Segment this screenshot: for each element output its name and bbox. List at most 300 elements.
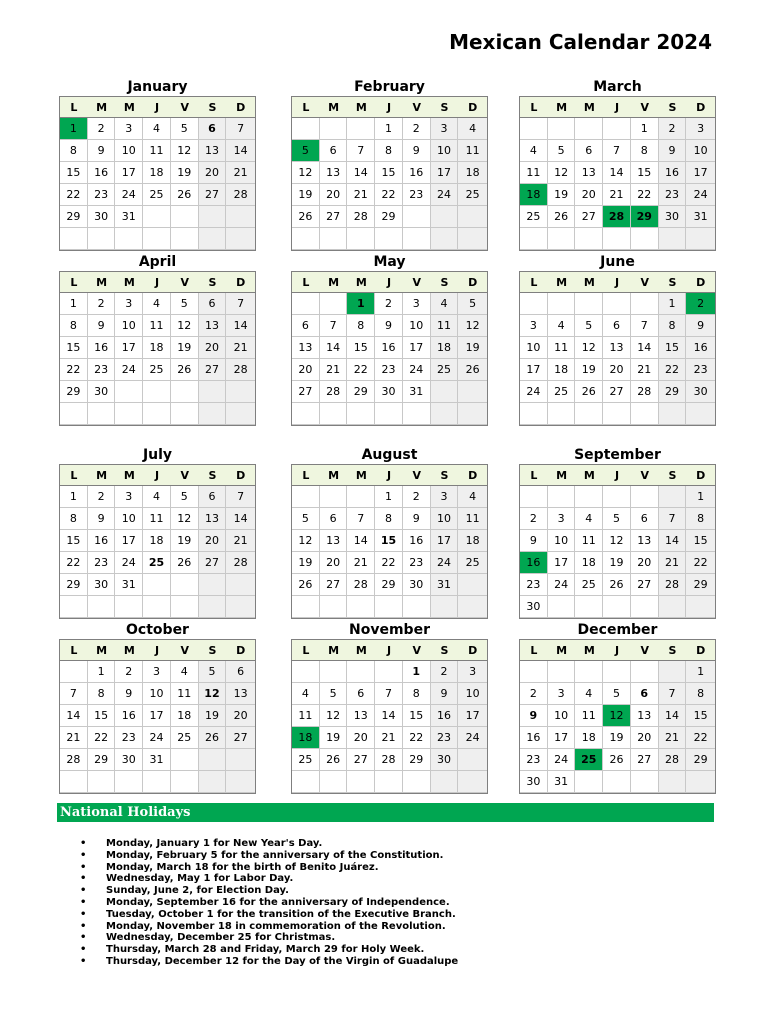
day-cell: 9 (403, 508, 431, 530)
day-cell: 19 (292, 552, 320, 574)
day-cell: 28 (320, 381, 348, 403)
day-cell: 29 (686, 749, 715, 771)
empty-day-cell (226, 596, 255, 618)
day-cell: 12 (292, 530, 320, 552)
day-cell: 13 (603, 337, 631, 359)
day-cell: 2 (403, 118, 431, 140)
week-row (520, 228, 715, 250)
day-cell: 19 (171, 337, 199, 359)
day-cell: 4 (292, 683, 320, 705)
week-row (520, 530, 715, 552)
week-row (520, 293, 715, 315)
day-cell: 25 (431, 359, 459, 381)
day-cell: 23 (88, 184, 116, 206)
day-cell: 3 (115, 118, 143, 140)
day-cell: 21 (631, 359, 659, 381)
day-cell: 11 (171, 683, 199, 705)
day-cell: 11 (292, 705, 320, 727)
weekday-header: V (180, 643, 189, 657)
week-row (292, 206, 487, 228)
day-cell: 30 (88, 574, 116, 596)
day-cell: 20 (631, 727, 659, 749)
day-cell: 5 (575, 315, 603, 337)
day-cell: 1 (375, 118, 403, 140)
weekday-header: L (530, 100, 538, 114)
day-cell: 17 (143, 705, 171, 727)
month-february (291, 78, 488, 251)
day-cell: 24 (431, 184, 459, 206)
day-cell: 11 (458, 140, 487, 162)
day-cell: 13 (199, 140, 227, 162)
weekday-header: V (412, 100, 421, 114)
day-cell: 8 (60, 315, 88, 337)
weekday-header: J (614, 468, 620, 482)
weekday-header: D (236, 643, 246, 657)
empty-day-cell (115, 403, 143, 425)
day-cell: 19 (292, 184, 320, 206)
day-cell: 8 (60, 140, 88, 162)
holiday-item: • Thursday, December 12 for the Day of the Virgin of Guadalupe (80, 956, 458, 968)
day-cell: 3 (431, 118, 459, 140)
week-row (292, 140, 487, 162)
week-row (60, 596, 255, 618)
day-cell: 14 (347, 162, 375, 184)
day-cell: 20 (199, 162, 227, 184)
day-cell: 12 (548, 162, 576, 184)
day-cell: 3 (686, 118, 715, 140)
day-cell: 1 (60, 293, 88, 315)
day-cell: 12 (320, 705, 348, 727)
day-cell: 6 (292, 315, 320, 337)
empty-day-cell (171, 749, 199, 771)
weekday-header: M (123, 468, 135, 482)
weekday-header: M (583, 643, 595, 657)
weekday-header: L (302, 275, 310, 289)
day-cell: 19 (575, 359, 603, 381)
day-cell: 9 (520, 705, 548, 727)
day-cell: 14 (659, 705, 687, 727)
holiday-day-cell: 18 (520, 184, 548, 206)
day-cell: 27 (347, 749, 375, 771)
weekday-header: V (412, 468, 421, 482)
week-row (292, 359, 487, 381)
day-cell: 30 (431, 749, 459, 771)
empty-day-cell (143, 381, 171, 403)
day-cell: 23 (403, 552, 431, 574)
day-cell: 2 (520, 683, 548, 705)
empty-day-cell (631, 403, 659, 425)
day-cell: 25 (520, 206, 548, 228)
holiday-item: • Monday, January 1 for New Year's Day. (80, 838, 458, 850)
week-row (292, 337, 487, 359)
empty-day-cell (603, 661, 631, 683)
week-row (520, 727, 715, 749)
week-row (520, 705, 715, 727)
week-row (292, 530, 487, 552)
day-cell: 16 (88, 337, 116, 359)
weekday-header: S (668, 468, 677, 482)
week-row (60, 683, 255, 705)
day-cell: 21 (347, 184, 375, 206)
empty-day-cell (143, 771, 171, 793)
day-cell: 3 (431, 486, 459, 508)
day-cell: 2 (88, 486, 116, 508)
weekday-header: M (583, 468, 595, 482)
day-cell: 23 (659, 184, 687, 206)
empty-day-cell (320, 486, 348, 508)
day-cell: 14 (631, 337, 659, 359)
day-cell: 27 (292, 381, 320, 403)
day-cell: 16 (403, 162, 431, 184)
weekday-header: D (468, 468, 478, 482)
day-cell: 16 (115, 705, 143, 727)
weekday-header: M (328, 100, 340, 114)
holiday-item: • Sunday, June 2, for Election Day. (80, 885, 458, 897)
day-cell: 5 (292, 508, 320, 530)
weekday-header: S (208, 643, 217, 657)
week-row (60, 140, 255, 162)
empty-day-cell (199, 403, 227, 425)
month-may (291, 253, 488, 426)
day-cell: 1 (631, 118, 659, 140)
day-cell: 10 (458, 683, 487, 705)
day-cell: 3 (143, 661, 171, 683)
empty-day-cell (631, 486, 659, 508)
empty-day-cell (88, 596, 116, 618)
week-row (60, 661, 255, 683)
day-cell: 23 (403, 184, 431, 206)
day-cell: 26 (171, 184, 199, 206)
week-row (292, 574, 487, 596)
weekday-header-row (60, 272, 255, 293)
day-cell: 18 (431, 337, 459, 359)
empty-day-cell (88, 403, 116, 425)
month-july (59, 446, 256, 619)
day-cell: 26 (171, 552, 199, 574)
day-cell: 6 (631, 683, 659, 705)
day-cell: 24 (520, 381, 548, 403)
month-grid (59, 271, 256, 426)
day-cell: 13 (575, 162, 603, 184)
empty-day-cell (575, 293, 603, 315)
weekday-header: L (530, 275, 538, 289)
day-cell: 15 (60, 162, 88, 184)
holidays-heading: National Holidays (57, 803, 714, 822)
empty-day-cell (226, 574, 255, 596)
week-row (520, 206, 715, 228)
weekday-header: S (208, 100, 217, 114)
empty-day-cell (320, 596, 348, 618)
day-cell: 13 (347, 705, 375, 727)
week-row (60, 315, 255, 337)
weekday-header: M (96, 100, 108, 114)
day-cell: 14 (226, 315, 255, 337)
day-cell: 27 (226, 727, 255, 749)
week-row (292, 486, 487, 508)
day-cell: 14 (226, 508, 255, 530)
day-cell: 15 (659, 337, 687, 359)
empty-day-cell (686, 596, 715, 618)
weekday-header: S (208, 275, 217, 289)
day-cell: 8 (60, 508, 88, 530)
empty-day-cell (631, 228, 659, 250)
day-cell: 26 (575, 381, 603, 403)
day-cell: 23 (88, 552, 116, 574)
day-cell: 6 (320, 508, 348, 530)
weekday-header: L (302, 643, 310, 657)
week-row (520, 315, 715, 337)
month-october (59, 621, 256, 794)
holiday-day-cell: 12 (603, 705, 631, 727)
weekday-header: J (614, 643, 620, 657)
empty-day-cell (575, 771, 603, 793)
day-cell: 10 (431, 508, 459, 530)
day-cell: 2 (375, 293, 403, 315)
day-cell: 15 (88, 705, 116, 727)
empty-day-cell (60, 228, 88, 250)
day-cell: 22 (88, 727, 116, 749)
empty-day-cell (458, 206, 487, 228)
day-cell: 14 (347, 530, 375, 552)
day-cell: 27 (631, 574, 659, 596)
day-cell: 21 (226, 162, 255, 184)
day-cell: 5 (603, 508, 631, 530)
day-cell: 25 (575, 574, 603, 596)
week-row (520, 381, 715, 403)
week-row (292, 228, 487, 250)
month-grid (59, 464, 256, 619)
day-cell: 7 (320, 315, 348, 337)
day-cell: 20 (292, 359, 320, 381)
holiday-item: • Monday, February 5 for the anniversary of the Constitution. (80, 850, 458, 862)
week-row (292, 403, 487, 425)
day-cell: 24 (115, 184, 143, 206)
week-row (60, 705, 255, 727)
week-row (520, 683, 715, 705)
empty-day-cell (199, 574, 227, 596)
day-cell: 24 (686, 184, 715, 206)
month-grid (59, 639, 256, 794)
empty-day-cell (631, 596, 659, 618)
day-cell: 17 (520, 359, 548, 381)
day-cell: 3 (458, 661, 487, 683)
day-cell: 14 (659, 530, 687, 552)
week-row (292, 771, 487, 793)
empty-day-cell (199, 749, 227, 771)
empty-day-cell (575, 228, 603, 250)
day-cell: 30 (403, 574, 431, 596)
empty-day-cell (520, 486, 548, 508)
weekday-header: M (355, 468, 367, 482)
day-cell: 29 (659, 381, 687, 403)
empty-day-cell (548, 596, 576, 618)
empty-day-cell (631, 661, 659, 683)
empty-day-cell (575, 486, 603, 508)
empty-day-cell (88, 771, 116, 793)
empty-day-cell (292, 403, 320, 425)
day-cell: 9 (88, 140, 116, 162)
day-cell: 25 (143, 359, 171, 381)
holiday-list (80, 838, 458, 968)
empty-day-cell (143, 403, 171, 425)
empty-day-cell (199, 771, 227, 793)
weekday-header-row (292, 465, 487, 486)
day-cell: 21 (375, 727, 403, 749)
holiday-item: • Wednesday, May 1 for Labor Day. (80, 873, 458, 885)
empty-day-cell (143, 574, 171, 596)
day-cell: 2 (431, 661, 459, 683)
day-cell: 2 (520, 508, 548, 530)
empty-day-cell (659, 596, 687, 618)
weekday-header: S (668, 643, 677, 657)
weekday-header: S (440, 643, 449, 657)
weekday-header: S (208, 468, 217, 482)
weekday-header: J (154, 468, 160, 482)
empty-day-cell (431, 381, 459, 403)
week-row (60, 403, 255, 425)
holiday-item: • Thursday, March 28 and Friday, March 29 for Holy Week. (80, 944, 458, 956)
week-row (60, 359, 255, 381)
day-cell: 6 (575, 140, 603, 162)
empty-day-cell (603, 293, 631, 315)
weekday-header: D (236, 100, 246, 114)
empty-day-cell (403, 228, 431, 250)
day-cell: 5 (548, 140, 576, 162)
day-cell: 9 (115, 683, 143, 705)
day-cell: 19 (458, 337, 487, 359)
day-cell: 29 (88, 749, 116, 771)
empty-day-cell (292, 661, 320, 683)
empty-day-cell (603, 486, 631, 508)
week-row (520, 486, 715, 508)
day-cell: 10 (686, 140, 715, 162)
empty-day-cell (226, 228, 255, 250)
empty-day-cell (431, 206, 459, 228)
day-cell: 18 (575, 552, 603, 574)
day-cell: 28 (347, 206, 375, 228)
month-grid (291, 639, 488, 794)
weekday-header: L (70, 643, 78, 657)
week-row (292, 381, 487, 403)
day-cell: 29 (375, 206, 403, 228)
day-cell: 28 (375, 749, 403, 771)
holiday-item: • Monday, September 16 for the anniversary of Independence. (80, 897, 458, 909)
weekday-header-row (60, 465, 255, 486)
empty-day-cell (171, 381, 199, 403)
month-grid (519, 464, 716, 619)
day-cell: 15 (686, 530, 715, 552)
weekday-header: V (412, 643, 421, 657)
holiday-day-cell: 5 (292, 140, 320, 162)
month-grid (59, 96, 256, 251)
day-cell: 17 (548, 552, 576, 574)
day-cell: 20 (575, 184, 603, 206)
day-cell: 7 (226, 118, 255, 140)
day-cell: 24 (548, 749, 576, 771)
day-cell: 22 (659, 359, 687, 381)
day-cell: 11 (143, 508, 171, 530)
empty-day-cell (347, 661, 375, 683)
empty-day-cell (320, 771, 348, 793)
day-cell: 2 (88, 118, 116, 140)
empty-day-cell (60, 661, 88, 683)
weekday-header: J (154, 643, 160, 657)
empty-day-cell (171, 228, 199, 250)
day-cell: 12 (575, 337, 603, 359)
month-june (519, 253, 716, 426)
weekday-header: D (236, 468, 246, 482)
month-name: February (354, 79, 425, 95)
empty-day-cell (143, 228, 171, 250)
month-name: December (577, 622, 658, 638)
week-row (60, 508, 255, 530)
day-cell: 20 (199, 337, 227, 359)
month-name: June (600, 254, 635, 270)
empty-day-cell (575, 661, 603, 683)
day-cell: 3 (115, 486, 143, 508)
week-row (292, 315, 487, 337)
weekday-header-row (60, 97, 255, 118)
holiday-day-cell: 18 (292, 727, 320, 749)
day-cell: 1 (403, 661, 431, 683)
empty-day-cell (115, 228, 143, 250)
weekday-header: L (70, 468, 78, 482)
empty-day-cell (603, 596, 631, 618)
day-cell: 24 (115, 552, 143, 574)
holiday-day-cell: 28 (603, 206, 631, 228)
day-cell: 10 (548, 705, 576, 727)
day-cell: 17 (431, 162, 459, 184)
day-cell: 2 (403, 486, 431, 508)
day-cell: 7 (631, 315, 659, 337)
holiday-day-cell: 16 (520, 552, 548, 574)
week-row (60, 574, 255, 596)
page-title: Mexican Calendar 2024 (449, 30, 712, 54)
day-cell: 15 (686, 705, 715, 727)
week-row (292, 293, 487, 315)
weekday-header: S (440, 100, 449, 114)
day-cell: 28 (226, 359, 255, 381)
weekday-header: V (640, 275, 649, 289)
day-cell: 22 (375, 184, 403, 206)
day-cell: 29 (60, 381, 88, 403)
week-row (520, 118, 715, 140)
weekday-header: J (154, 275, 160, 289)
day-cell: 12 (171, 140, 199, 162)
day-cell: 26 (458, 359, 487, 381)
day-cell: 25 (458, 552, 487, 574)
weekday-header-row (60, 640, 255, 661)
empty-day-cell (548, 403, 576, 425)
day-cell: 10 (115, 508, 143, 530)
day-cell: 3 (115, 293, 143, 315)
day-cell: 18 (575, 727, 603, 749)
empty-day-cell (347, 228, 375, 250)
day-cell: 15 (375, 530, 403, 552)
day-cell: 12 (292, 162, 320, 184)
day-cell: 26 (199, 727, 227, 749)
empty-day-cell (548, 661, 576, 683)
weekday-header: M (583, 100, 595, 114)
day-cell: 27 (199, 359, 227, 381)
weekday-header-row (520, 97, 715, 118)
empty-day-cell (458, 574, 487, 596)
day-cell: 17 (403, 337, 431, 359)
empty-day-cell (292, 596, 320, 618)
week-row (60, 749, 255, 771)
empty-day-cell (458, 381, 487, 403)
empty-day-cell (347, 771, 375, 793)
